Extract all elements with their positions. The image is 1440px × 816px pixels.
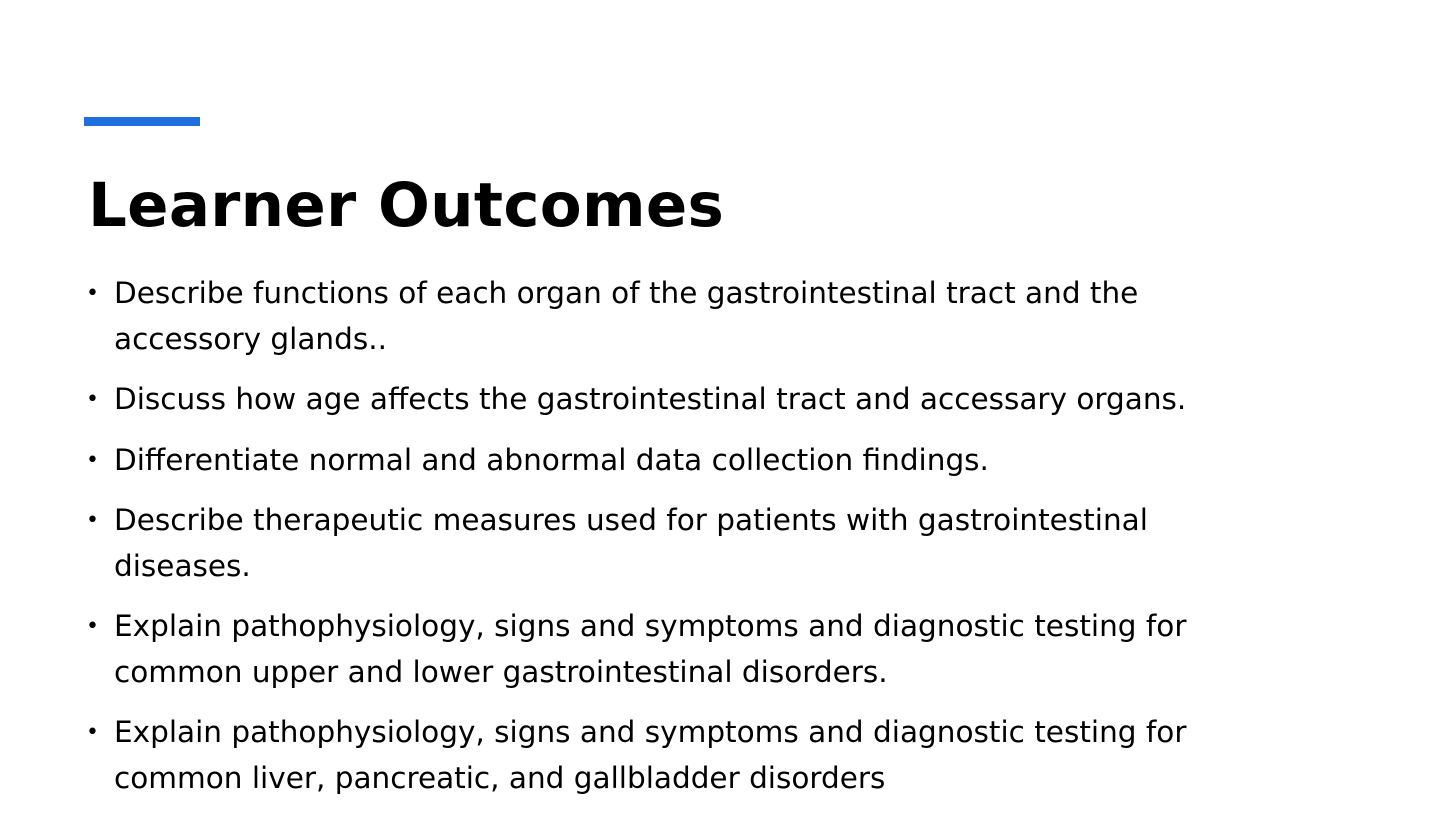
bullet-dot-icon: • bbox=[86, 387, 99, 412]
bullet-dot-icon: • bbox=[86, 281, 99, 306]
bullet-dot-icon: • bbox=[86, 508, 99, 533]
list-item-text: Differentiate normal and abnormal data collection findings. bbox=[114, 442, 989, 477]
list-item-text: Explain pathophysiology, signs and symptoms and diagnostic testing for common liver, pancreatic, and gallbladder disorders bbox=[114, 715, 1187, 795]
list-item bbox=[84, 498, 1284, 589]
list-item bbox=[84, 271, 1284, 362]
list-item-text: Describe functions of each organ of the gastrointestinal tract and the accessory glands.. bbox=[114, 276, 1139, 356]
list-item-text: Discuss how age affects the gastrointestinal tract and accessary organs. bbox=[114, 382, 1187, 416]
list-item bbox=[84, 377, 1284, 423]
list-item bbox=[84, 438, 1284, 484]
bullet-dot-icon: • bbox=[86, 720, 99, 745]
title-accent-bar bbox=[84, 117, 200, 126]
bullet-dot-icon: • bbox=[86, 614, 99, 639]
list-item-text: Explain pathophysiology, signs and symptoms and diagnostic testing for common upper and lower gastrointestinal disorders. bbox=[114, 609, 1187, 689]
bullet-dot-icon: • bbox=[86, 447, 99, 473]
list-item-text: Describe therapeutic measures used for patients with gastrointestinal diseases. bbox=[114, 503, 1148, 583]
list-item bbox=[84, 604, 1284, 695]
learner-outcomes-list bbox=[84, 271, 1284, 816]
slide-title: Learner Outcomes bbox=[88, 170, 725, 241]
list-item bbox=[84, 710, 1284, 801]
